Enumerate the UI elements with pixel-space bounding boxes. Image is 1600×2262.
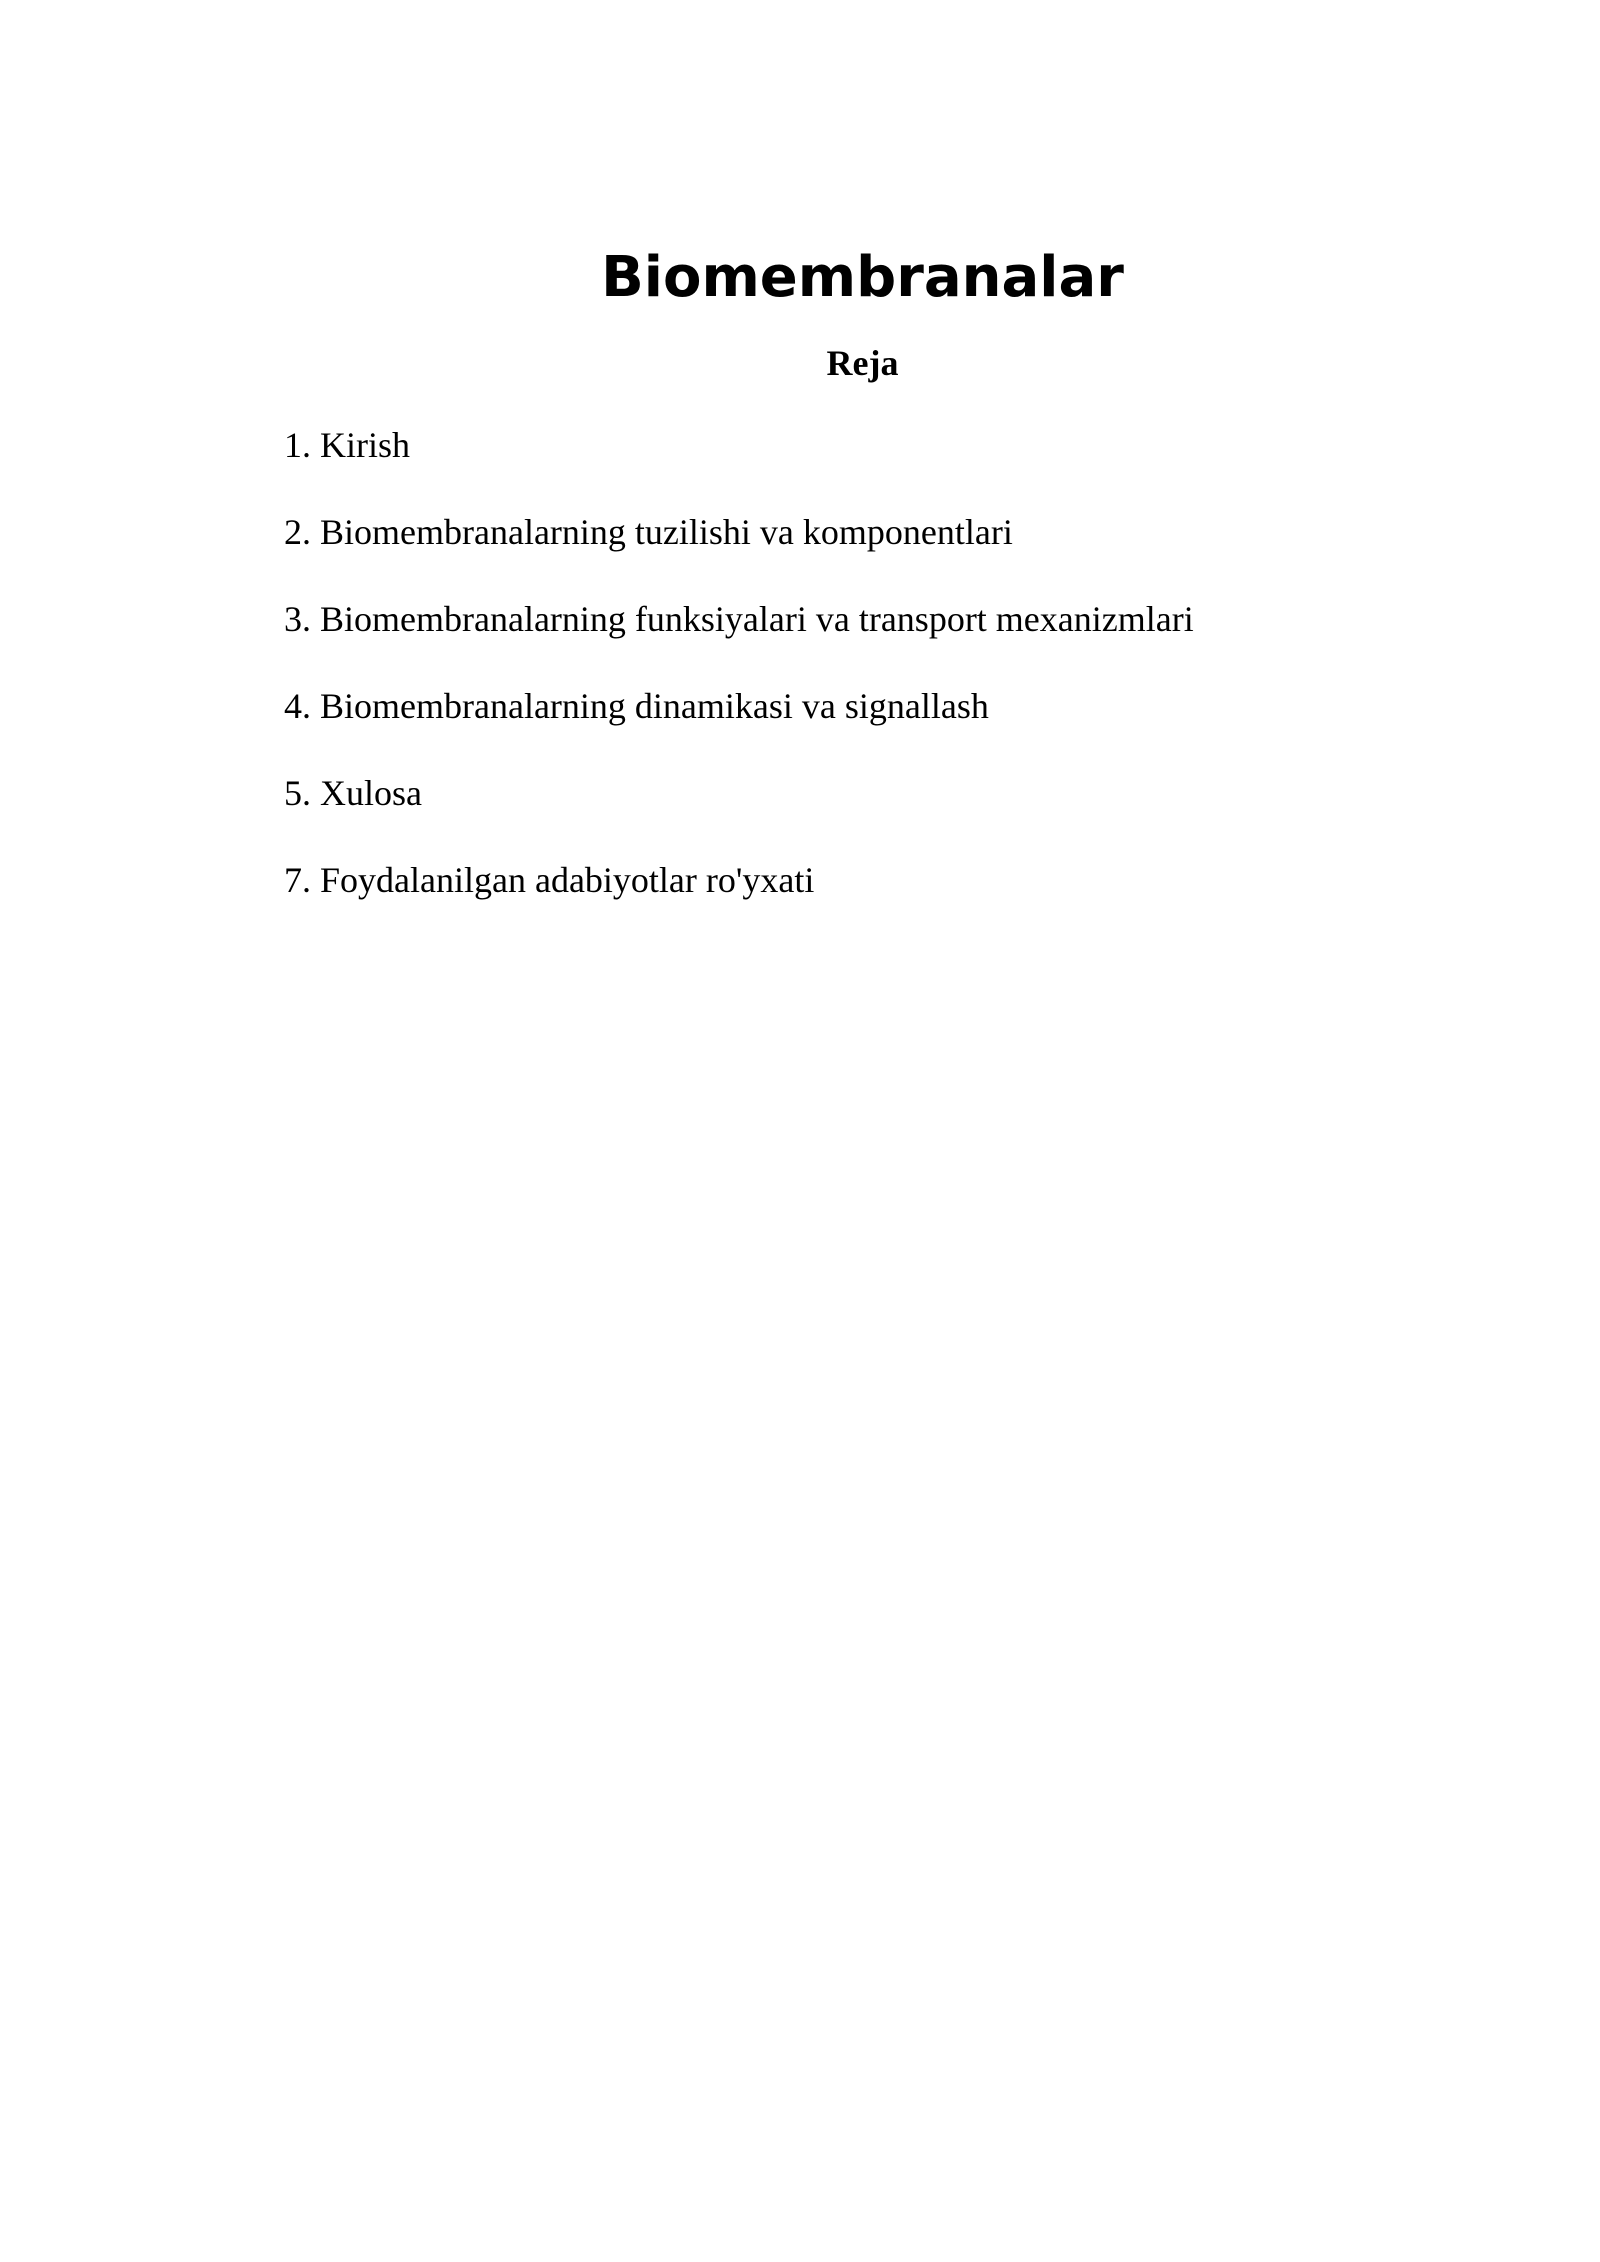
plan-item-5: 5. Xulosa [284, 773, 422, 813]
plan-item-3: 3. Biomembranalarning funksiyalari va transport mexanizmlari [284, 599, 1194, 639]
plan-item-4: 4. Biomembranalarning dinamikasi va signallash [284, 686, 989, 726]
plan-item-6: 7. Foydalanilgan adabiyotlar ro'yxati [284, 860, 815, 900]
plan-item-1: 1. Kirish [284, 425, 410, 465]
document-title: Biomembranalar [601, 245, 1124, 310]
plan-item-2: 2. Biomembranalarning tuzilishi va komponentlari [284, 512, 1013, 552]
plan-list [284, 420, 1194, 942]
plan-heading: Reja [826, 343, 899, 383]
